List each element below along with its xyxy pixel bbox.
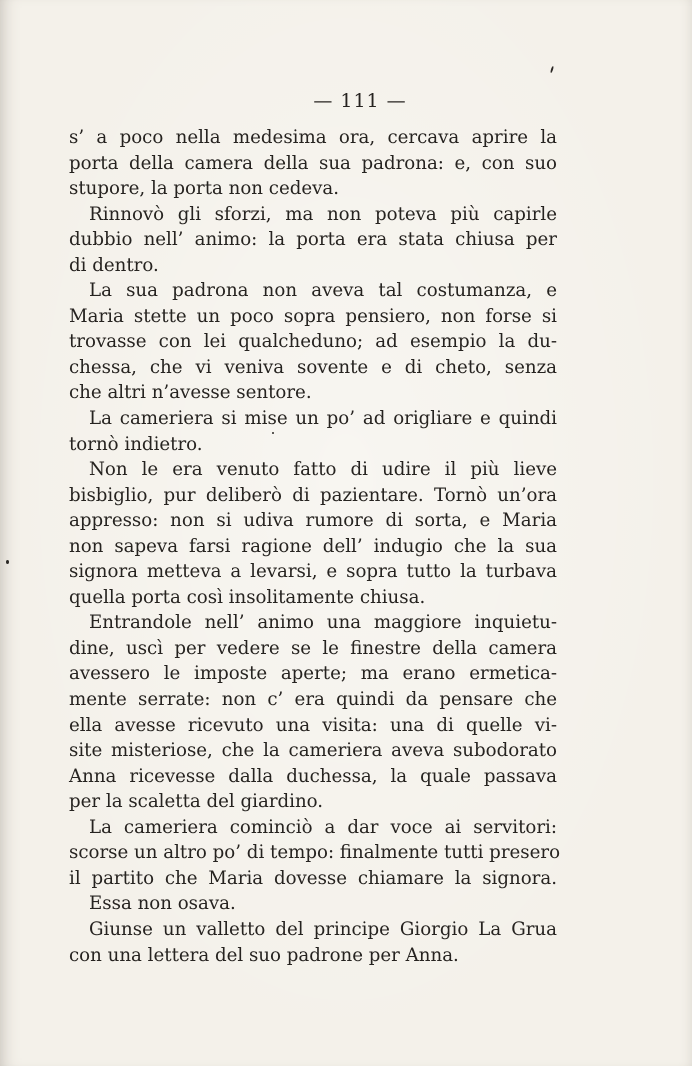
text-line: ella avesse ricevuto una visita: una di quelle vi- [69,714,557,736]
text-line: porta della camera della sua padrona: e, con suo [69,152,557,174]
text-line: scorse un altro po’ di tempo: finalmente tutti presero [69,842,561,864]
text-line: di dentro. [69,254,159,276]
text-line: Essa non osava. [89,893,236,915]
text-line: Rinnovò gli sforzi, ma non poteva più capirle [89,203,557,225]
text-line: stupore, la porta non cedeva. [69,178,340,200]
text-line: che altri n’avesse sentore. [69,382,312,404]
text-line: appresso: non si udiva rumore di sorta, e Maria [69,510,557,532]
text-line: quella porta così insolitamente chiusa. [69,586,426,608]
text-line: La cameriera cominciò a dar voce ai servitori: [89,816,557,838]
text-line: Maria stette un poco sopra pensiero, non forse si [69,305,557,327]
text-line: con una lettera del suo padrone per Anna. [69,944,459,966]
text-line: Non le era venuto fatto di udire il più lieve [89,459,557,481]
text-line: chessa, che vi veniva sovente e di cheto, senza [69,356,557,378]
text-line: tornò indietro. [69,433,203,455]
text-line: La sua padrona non aveva tal costumanza, e [89,280,557,302]
text-line: site misteriose, che la cameriera aveva subodorato [69,740,557,762]
text-line: signora metteva a levarsi, e sopra tutto la turbava [69,561,557,583]
text-line: dubbio nell’ animo: la porta era stata chiusa per [69,229,557,251]
text-line: s’ a poco nella medesima ora, cercava aprire la [69,127,557,148]
text-line: La cameriera si mise un po’ ad origliare e quindi [89,408,557,430]
text-line: non sapeva farsi ragione dell’ indugio che la sua [69,535,557,557]
text-line: bisbiglio, pur deliberò di pazientare. Tornò un’ora [69,484,557,506]
text-line: Anna ricevesse dalla duchessa, la quale passava [69,765,557,787]
text-line: dine, uscì per vedere se le finestre della camera [69,637,557,659]
page-number: — 111 — [313,90,407,112]
ink-speck [550,66,554,73]
text-line: trovasse con lei qualcheduno; ad esempio la du- [69,331,557,353]
text-line: avessero le imposte aperte; ma erano ermetica- [69,663,557,685]
text-line: il partito che Maria dovesse chiamare la signora. [69,867,557,889]
text-line: Entrandole nell’ animo una maggiore inquietu- [89,612,557,634]
ink-speck [6,560,9,564]
text-line: per la scaletta del giardino. [69,791,324,813]
text-line: Giunse un valletto del principe Giorgio La Grua [89,918,557,940]
text-line: mente serrate: non c’ era quindi da pensare che [69,689,557,711]
body-text [69,125,561,968]
